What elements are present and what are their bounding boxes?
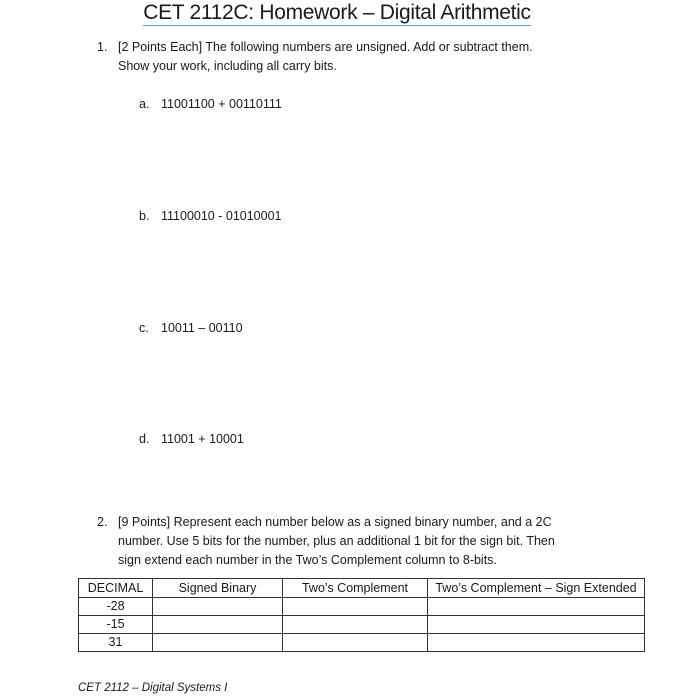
column-header: Two’s Complement [283,579,428,598]
question-text-line: number. Use 5 bits for the number, plus an additional 1 bit for the sign bit. Then [118,534,555,548]
part-d [139,431,244,447]
part-expression: 11100010 - 01010001 [161,209,282,223]
signed-binary-cell[interactable] [153,598,283,616]
sign-extended-cell[interactable] [428,634,645,652]
decimal-cell: -15 [79,616,153,634]
page-title: CET 2112C: Homework – Digital Arithmetic [143,1,531,24]
part-expression: 10011 – 00110 [161,321,243,335]
sign-extended-cell[interactable] [428,598,645,616]
twos-complement-cell[interactable] [283,634,428,652]
part-letter: c. [139,321,149,335]
part-expression: 11001 + 10001 [161,432,244,446]
answer-table [78,578,645,652]
table-row [79,598,645,616]
question-number: 1. [97,40,108,54]
column-header: Signed Binary [153,579,283,598]
twos-complement-cell[interactable] [283,616,428,634]
part-b [139,208,281,224]
part-letter: a. [139,97,150,111]
sign-extended-cell[interactable] [428,616,645,634]
page-footer: CET 2112 – Digital Systems I [78,682,228,694]
question-text-line: Show your work, including all carry bits. [118,59,337,73]
decimal-cell: 31 [79,634,153,652]
table-row [79,616,645,634]
part-letter: d. [139,432,150,446]
signed-binary-cell[interactable] [153,634,283,652]
column-header: DECIMAL [79,579,153,598]
decimal-cell: -28 [79,598,153,616]
signed-binary-cell[interactable] [153,616,283,634]
twos-complement-cell[interactable] [283,598,428,616]
question-text-line: sign extend each number in the Two’s Complement column to 8-bits. [118,553,497,567]
question-text-line: [2 Points Each] The following numbers are unsigned. Add or subtract them. [118,40,533,54]
part-a [139,96,282,112]
part-c [139,320,243,336]
table-row [79,634,645,652]
question-number: 2. [97,515,108,529]
part-letter: b. [139,209,150,223]
question-text-line: [9 Points] Represent each number below as a signed binary number, and a 2C [118,515,552,529]
table-header-row [79,579,645,598]
column-header: Two’s Complement – Sign Extended [428,579,645,598]
part-expression: 11001100 + 00110111 [161,97,282,111]
